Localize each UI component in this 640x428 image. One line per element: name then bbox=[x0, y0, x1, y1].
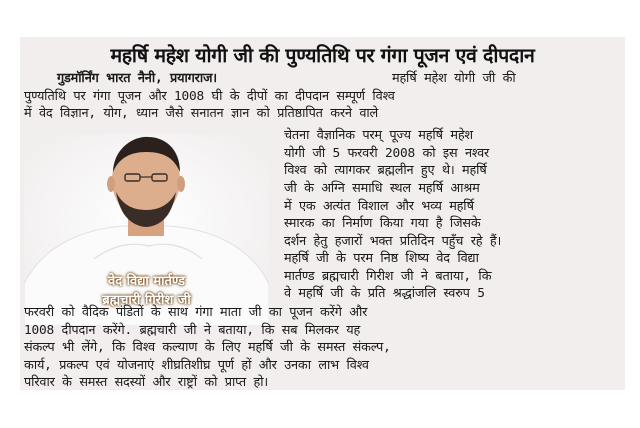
body-line-6: विश्व को त्यागकर ब्रह्मलीन हुए थे। महर्षि bbox=[284, 163, 487, 178]
body-line-1: महर्षि महेश योगी जी की bbox=[392, 71, 516, 86]
body-line-11: महर्षि जी के परम निष्ठ शिष्य वेद विद्या bbox=[284, 251, 479, 266]
body-line-9: स्मारक का निर्माण किया गया है जिसके bbox=[284, 216, 481, 231]
body-line-7: जी के अग्नि समाधि स्थल महर्षि आश्रम bbox=[284, 181, 480, 196]
portrait-photo bbox=[24, 134, 269, 326]
body-line-12: मार्तण्ड ब्रह्मचारी गिरीश जी ने बताया, कि bbox=[284, 269, 492, 284]
body-line-8: में एक अत्यंत विशाल और भव्य महर्षि bbox=[284, 199, 474, 214]
dateline: गुडमॉर्निंग भारत नैनी, प्रयागराज। bbox=[57, 71, 217, 86]
body-line-5: योगी जी 5 फरवरी 2008 को इस नश्वर bbox=[284, 146, 490, 161]
body-line-4: चेतना वैज्ञानिक परम् पूज्य महर्षि महेश bbox=[284, 128, 473, 143]
body-line-13: वे महर्षि जी के प्रति श्रद्धांजलि स्वरुप 5 bbox=[284, 286, 485, 301]
body-line-16: संकल्प भी लेंगे, कि विश्व कल्याण के लिए महर्षि जी के समस्त संकल्प, bbox=[24, 340, 391, 355]
newspaper-clipping bbox=[20, 37, 625, 390]
body-line-14: फरवरी को वैदिक पंडितों के साथ गंगा माता जी का पूजन करेंगे और bbox=[24, 305, 368, 320]
body-line-2: पुण्यतिथि पर गंगा पूजन और 1008 घी के दीपों का दीपदान सम्पूर्ण विश्व bbox=[24, 89, 395, 104]
headline: महर्षि महेश योगी जी की पुण्यतिथि पर गंगा पूजन एवं दीपदान bbox=[110, 44, 535, 67]
body-line-15: 1008 दीपदान करेंगे. ब्रह्मचारी जी ने बताया, कि सब मिलकर यह bbox=[24, 323, 361, 338]
body-line-3: में वेद विज्ञान, योग, ध्यान जैसे सनातन ज्ञान को प्रतिष्ठापित करने वाले bbox=[24, 106, 379, 121]
body-line-18: परिवार के समस्त सदस्यों और राष्ट्रों को प्राप्त हो। bbox=[24, 375, 269, 390]
body-line-10: दर्शन हेतु हजारों भक्त प्रतिदिन पहुँच रहे हैं। bbox=[284, 234, 502, 249]
photo-caption-title: वेद विद्या मार्तण्ड bbox=[107, 274, 186, 289]
photo-caption-name: ब्रह्मचारी गिरीश जी bbox=[102, 293, 191, 308]
body-line-17: कार्य, प्रकल्प एवं योजनाएं शीघ्रतिशीघ्र पूर्ण हों और उनका लाभ विश्व bbox=[24, 358, 369, 373]
